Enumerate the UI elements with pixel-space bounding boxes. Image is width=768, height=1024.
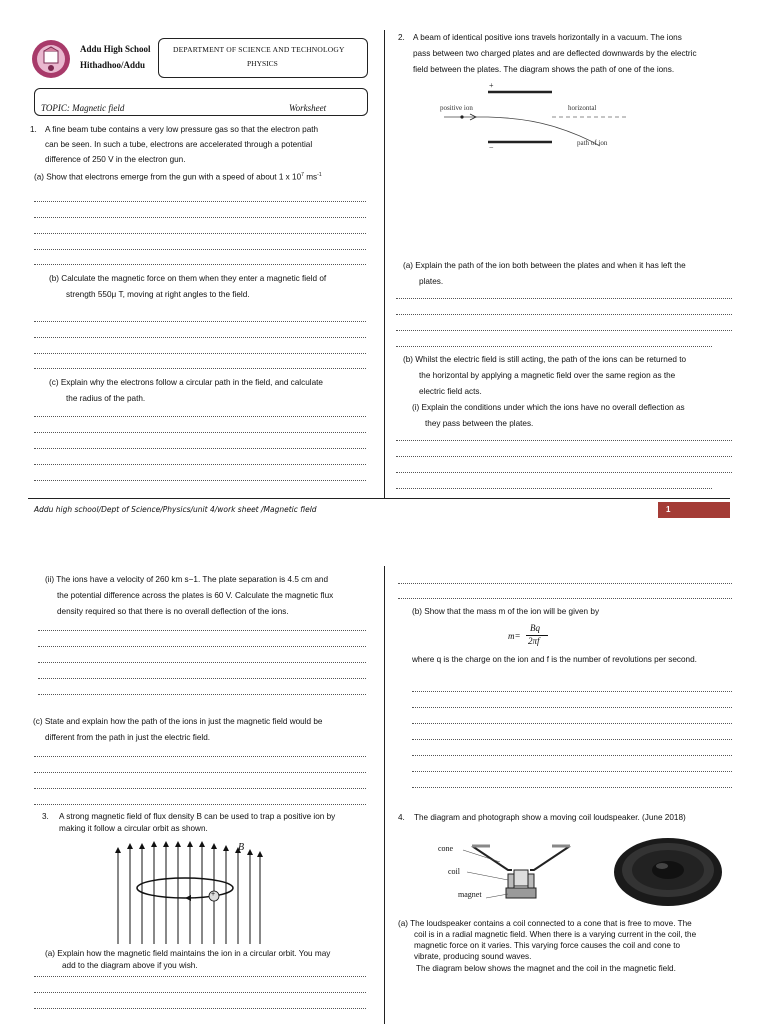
q2-intro-2: pass between two charged plates and are deflected downwards by the electric xyxy=(413,49,697,58)
answer-line[interactable] xyxy=(38,694,366,695)
loudspeaker-photo xyxy=(612,832,724,908)
answer-line[interactable] xyxy=(34,416,366,417)
answer-line[interactable] xyxy=(34,788,366,789)
q2-part-b-1: (b) Whilst the electric field is still acting, the path of the ions can be returned to xyxy=(403,355,687,364)
q4-part-a-2: coil is in a radial magnetic field. When there is a varying current in the coil, the xyxy=(414,930,697,939)
subject-title: PHYSICS xyxy=(247,59,278,68)
answer-line[interactable] xyxy=(38,630,366,631)
school-logo xyxy=(30,38,72,80)
q3-part-a-1: (a) Explain how the magnetic field maintains the ion in a circular orbit. You may xyxy=(45,949,331,958)
column-divider xyxy=(384,30,385,498)
q2-part-b-ii-2: the potential difference across the plates is 60 V. Calculate the magnetic flux xyxy=(57,591,334,600)
formula-numerator: Bq xyxy=(530,623,540,633)
answer-line[interactable] xyxy=(412,787,732,788)
q2-part-a-2: plates. xyxy=(419,277,444,286)
answer-line[interactable] xyxy=(38,646,366,647)
answer-line[interactable] xyxy=(412,739,732,740)
circular-orbit-diagram xyxy=(110,838,270,946)
q1-part-c-1: (c) Explain why the electrons follow a circular path in the field, and calculate xyxy=(49,378,323,387)
answer-line[interactable] xyxy=(396,330,732,331)
q1-a-unit-exp: -1 xyxy=(317,172,322,178)
ion-symbol: + xyxy=(211,891,216,898)
q3-part-b: (b) Show that the mass m of the ion will be given by xyxy=(412,607,600,616)
answer-line[interactable] xyxy=(34,217,366,218)
answer-line[interactable] xyxy=(34,368,366,369)
answer-line[interactable] xyxy=(398,583,732,584)
answer-line[interactable] xyxy=(34,772,366,773)
answer-line[interactable] xyxy=(34,992,366,993)
formula-denominator: 2πf xyxy=(528,636,540,646)
answer-line[interactable] xyxy=(396,346,712,347)
answer-line[interactable] xyxy=(396,472,732,473)
footer-rule xyxy=(28,498,730,499)
q2-part-a-1: (a) Explain the path of the ion both between the plates and when it has left the xyxy=(403,261,686,270)
q2-part-b-ii-3: density required so that there is no overall deflection of the ions. xyxy=(57,607,289,616)
worksheet-label: Worksheet xyxy=(289,103,327,113)
answer-line[interactable] xyxy=(412,771,732,772)
answer-line[interactable] xyxy=(34,448,366,449)
answer-line[interactable] xyxy=(396,314,732,315)
answer-line[interactable] xyxy=(34,1008,366,1009)
answer-line[interactable] xyxy=(34,432,366,433)
department-title: DEPARTMENT OF SCIENCE AND TECHNOLOGY xyxy=(173,45,345,54)
answer-line[interactable] xyxy=(396,456,732,457)
q1-part-c-2: the radius of the path. xyxy=(66,394,146,403)
topic-label: TOPIC: Magnetic field xyxy=(41,103,125,113)
answer-line[interactable] xyxy=(34,756,366,757)
q1-intro-3: difference of 250 V in the electron gun. xyxy=(45,155,186,164)
answer-line[interactable] xyxy=(396,440,732,441)
q4-intro: The diagram and photograph show a moving coil loudspeaker. (June 2018) xyxy=(414,813,686,822)
q3-number: 3. xyxy=(42,812,49,821)
school-name: Addu High School xyxy=(80,44,151,54)
q3-part-a-2: add to the diagram above if you wish. xyxy=(62,961,198,970)
q4-part-a-3: magnetic force on it varies. This varying force causes the coil and cone to xyxy=(414,941,681,950)
answer-line[interactable] xyxy=(396,488,712,489)
answer-line[interactable] xyxy=(38,678,366,679)
answer-line[interactable] xyxy=(412,755,732,756)
q2-intro-3: field between the plates. The diagram shows the path of one of the ions. xyxy=(413,65,675,74)
q2-part-b-i-2: they pass between the plates. xyxy=(425,419,534,428)
answer-line[interactable] xyxy=(34,337,366,338)
answer-line[interactable] xyxy=(34,233,366,234)
plate-plus-label: + xyxy=(489,81,494,90)
answer-line[interactable] xyxy=(412,707,732,708)
answer-line[interactable] xyxy=(412,723,732,724)
answer-line[interactable] xyxy=(34,480,366,481)
field-b-label: B xyxy=(238,842,245,853)
answer-line[interactable] xyxy=(38,662,366,663)
path-of-ion-label: path of ion xyxy=(577,139,608,147)
horizontal-label: horizontal xyxy=(568,104,597,112)
school-location: Hithadhoo/Addu xyxy=(80,60,146,70)
answer-line[interactable] xyxy=(34,804,366,805)
q1-a-unit: ms xyxy=(303,172,318,182)
q1-a-exp: 7 xyxy=(301,172,304,178)
q3-where: where q is the charge on the ion and f is the number of revolutions per second. xyxy=(412,655,697,664)
q1-part-b-1: (b) Calculate the magnetic force on them when they enter a magnetic field of xyxy=(49,274,327,283)
q2-part-b-i-1: (i) Explain the conditions under which the ions have no overall deflection as xyxy=(412,403,685,412)
q2-intro-1: A beam of identical positive ions travels horizontally in a vacuum. The ions xyxy=(413,33,682,42)
department-box xyxy=(158,38,368,78)
answer-line[interactable] xyxy=(34,321,366,322)
q1-part-a xyxy=(34,167,322,186)
answer-line[interactable] xyxy=(34,249,366,250)
q2-part-b-3: electric field acts. xyxy=(419,387,482,396)
q4-part-a-5: The diagram below shows the magnet and the coil in the magnetic field. xyxy=(416,964,676,973)
magnet-label: magnet xyxy=(458,890,482,899)
q1-part-b-2: strength 550μ T, moving at right angles to the field. xyxy=(66,290,250,299)
q4-part-a-1: (a) The loudspeaker contains a coil connected to a cone that is free to move. The xyxy=(398,919,692,928)
coil-label: coil xyxy=(448,867,460,876)
answer-line[interactable] xyxy=(398,598,732,599)
q3-intro-1: A strong magnetic field of flux density B can be used to trap a positive ion by xyxy=(59,812,336,821)
cone-label: cone xyxy=(438,844,454,853)
q1-number: 1. xyxy=(30,125,37,134)
q4-number: 4. xyxy=(398,813,405,822)
q2-part-c-1: (c) State and explain how the path of the ions in just the magnetic field would be xyxy=(33,717,323,726)
footer-text: Addu high school/Dept of Science/Physics/unit 4/work sheet /Magnetic field xyxy=(34,505,317,514)
page-number-badge xyxy=(658,502,730,518)
q2-part-b-ii-1: (ii) The ions have a velocity of 260 km s−1. The plate separation is 4.5 cm and xyxy=(45,575,328,584)
q1-intro-1: A fine beam tube contains a very low pressure gas so that the electron path xyxy=(45,125,319,134)
deflection-diagram xyxy=(430,80,630,160)
topic-box xyxy=(34,88,368,116)
answer-line[interactable] xyxy=(34,264,366,265)
q2-part-b-2: the horizontal by applying a magnetic field over the same region as the xyxy=(419,371,676,380)
q4-part-a-4: vibrate, producing sound waves. xyxy=(414,952,532,961)
answer-line[interactable] xyxy=(34,464,366,465)
formula-lhs: m= xyxy=(508,631,521,641)
column-divider xyxy=(384,566,385,1024)
q2-part-c-2: different from the path in just the electric field. xyxy=(45,733,211,742)
q2-number: 2. xyxy=(398,33,405,42)
answer-line[interactable] xyxy=(34,976,366,977)
q3-intro-2: making it follow a circular orbit as shown. xyxy=(59,824,208,833)
page-number: 1 xyxy=(666,505,671,514)
answer-line[interactable] xyxy=(396,298,732,299)
positive-ion-label: positive ion xyxy=(440,104,473,112)
answer-line[interactable] xyxy=(412,691,732,692)
plate-minus-label: − xyxy=(489,143,494,152)
q1-a-text: (a) Show that electrons emerge from the gun with a speed of about 1 x 10 xyxy=(34,172,302,182)
q1-intro-2: can be seen. In such a tube, electrons are accelerated through a potential xyxy=(45,140,313,149)
answer-line[interactable] xyxy=(34,201,366,202)
answer-line[interactable] xyxy=(34,353,366,354)
